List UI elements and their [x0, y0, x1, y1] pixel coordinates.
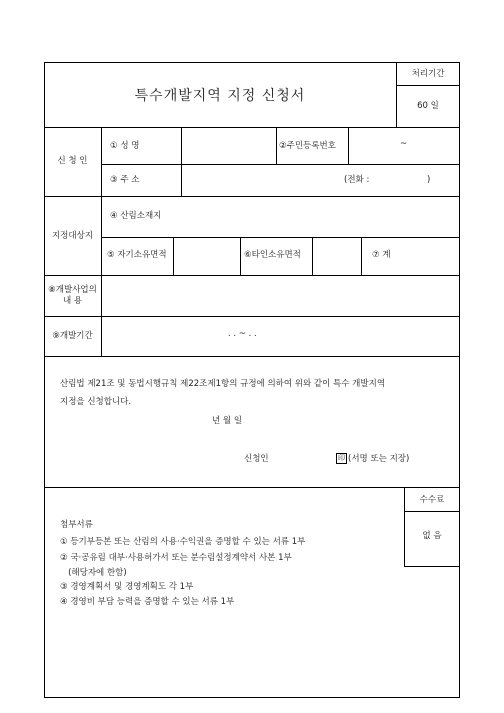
page-title: 특수개발지역 지정 신청서 [134, 88, 306, 104]
other-area-label: ⑥타인소유면적 [244, 250, 301, 260]
rule-own-label-end [173, 237, 174, 275]
applicant-sign-label: 신청인 [244, 454, 269, 464]
dev-content-label-2: 내 용 [62, 296, 83, 306]
applicant-label: 신 청 인 [57, 156, 88, 166]
rule-content-bottom [44, 316, 460, 317]
rule-name-end [276, 127, 277, 164]
attachment-item: (해당자에 한함) [60, 568, 127, 578]
rule-target-mid [101, 237, 460, 238]
sign-note: (서명 또는 지장) [348, 454, 410, 464]
statement-line-2: 지정을 신청합니다. [60, 397, 132, 407]
rule-applicant-mid [101, 164, 460, 165]
rule-fee-bottom [404, 566, 460, 567]
rule-own-value-end [240, 237, 241, 275]
rule-processing [396, 85, 460, 86]
rule-id-label-end [348, 127, 349, 164]
seal-mark: 印 [338, 454, 345, 462]
dev-period-label: ⑨개발기간 [52, 331, 93, 341]
rule-field-label-column [181, 127, 182, 196]
attachment-item: ③ 경영계획서 및 경영계획도 각 1부 [60, 582, 194, 592]
fee-label: 수수료 [419, 495, 445, 505]
own-area-label: ⑤ 자기소유면적 [107, 250, 167, 260]
rule-statement-bottom [44, 487, 460, 488]
processing-period-value: 60 일 [417, 101, 439, 111]
forest-location-label: ④ 산림소재지 [110, 211, 162, 221]
address-label: ③ 주 소 [110, 175, 140, 185]
phone-close: ) [427, 175, 431, 185]
dev-period-marks: . . ~ . . [228, 329, 257, 339]
name-label: ① 성 명 [110, 141, 140, 151]
rule-fee [404, 511, 460, 512]
fee-value: 없 음 [422, 531, 442, 541]
attachment-item: ④ 경영비 부담 능력을 증명할 수 있는 서류 1부 [60, 597, 235, 607]
rule-target-bottom [44, 275, 460, 276]
statement-line-1: 산림법 제21조 및 동법시행규칙 제22조제1항의 규정에 의하여 위와 같이 특수 개발지역 [60, 379, 386, 389]
rule-period-bottom [44, 356, 460, 357]
target-area-label: 지정대상지 [51, 231, 94, 241]
attachment-item: ② 국·공유림 대부·사용허가서 또는 분수림설정계약서 사본 1부 [60, 553, 292, 563]
processing-period-label: 처리기간 [411, 69, 445, 79]
rule-applicant-bottom [44, 196, 460, 197]
date-line: 년 월 일 [212, 416, 243, 426]
rule-label-column [101, 127, 102, 356]
resident-number-tilde: ~ [400, 139, 408, 149]
attachments-title: 첨부서류 [60, 520, 93, 530]
rule-title-bottom [44, 127, 460, 128]
attachment-item: ① 등기부등본 또는 산림의 사용·수익권을 증명할 수 있는 서류 1부 [60, 537, 306, 547]
rule-other-value-end [361, 237, 362, 275]
total-label: ⑦ 계 [372, 250, 391, 260]
resident-number-label: ②주민등록번호 [279, 141, 336, 151]
dev-content-label-1: ⑧개발사업의 [48, 285, 97, 295]
phone-label: (전화 : [344, 175, 370, 185]
rule-other-label-end [312, 237, 313, 275]
